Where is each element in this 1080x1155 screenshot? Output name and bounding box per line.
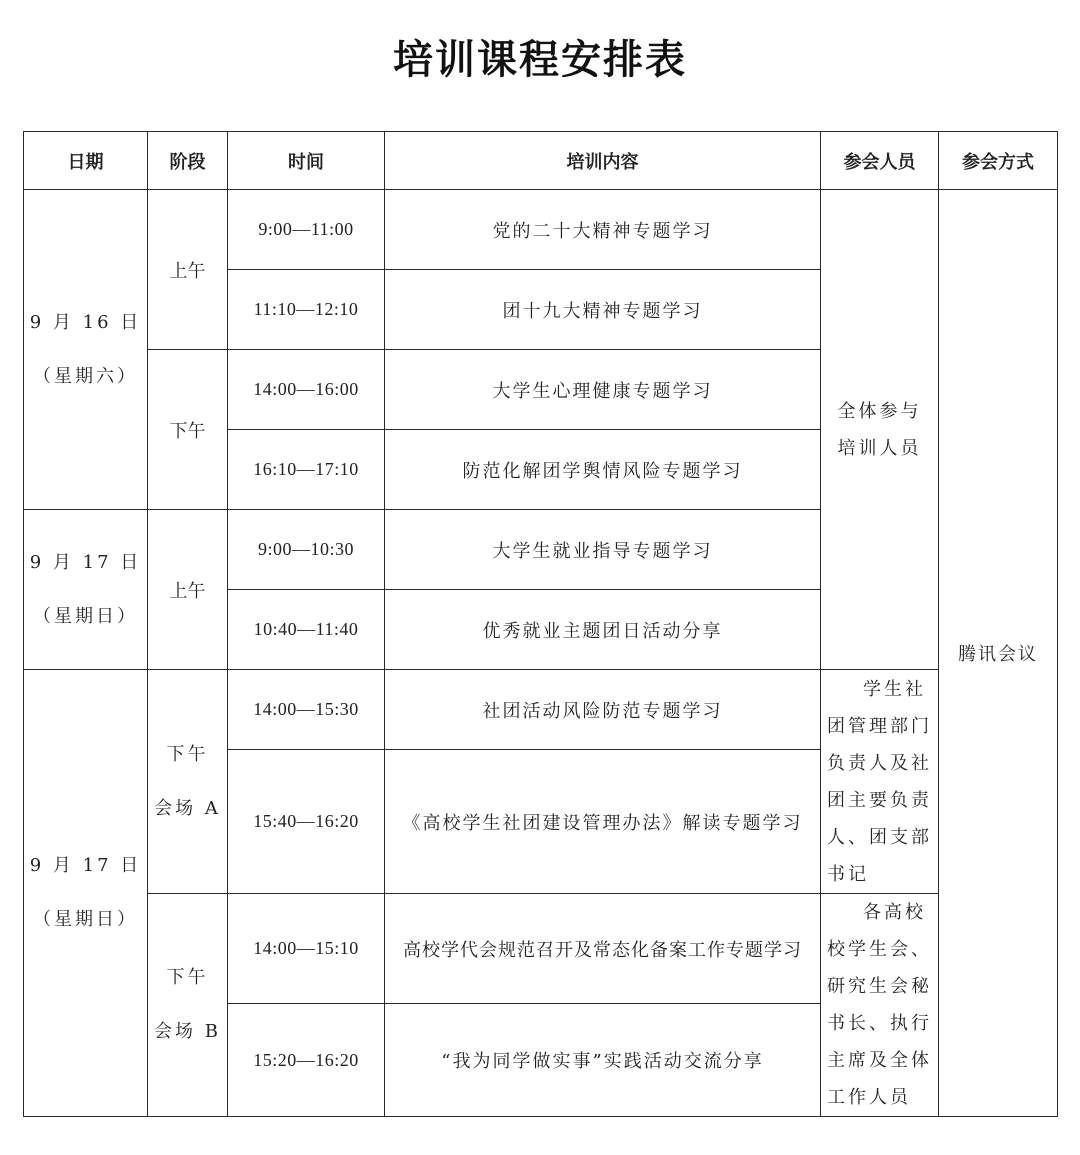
stage-cell-venue-b (148, 894, 228, 1117)
participants-text: 学生社团管理部门负责人及社团主要负责人、团支部书记 (827, 678, 932, 885)
time-cell: 10:40—11:40 (228, 590, 385, 670)
time-cell: 9:00—11:00 (228, 190, 385, 270)
participants-line: 全体参与 (837, 400, 922, 422)
table-header-row (24, 132, 1058, 190)
time-cell: 16:10—17:10 (228, 430, 385, 510)
content-cell: 社团活动风险防范专题学习 (385, 670, 821, 750)
header-time: 时间 (228, 132, 385, 190)
content-cell: 大学生就业指导专题学习 (385, 510, 821, 590)
date-weekday: （星期日） (33, 605, 138, 627)
participants-text: 各高校校学生会、研究生会秘书长、执行主席及全体工作人员 (827, 902, 932, 1108)
content-cell: 党的二十大精神专题学习 (385, 190, 821, 270)
method-cell: 腾讯会议 (939, 190, 1058, 1117)
content-cell: “我为同学做实事”实践活动交流分享 (385, 1004, 821, 1117)
participants-cell-2 (821, 670, 939, 894)
header-participants: 参会人员 (821, 132, 939, 190)
stage-cell-venue-a (148, 670, 228, 894)
date-cell-3 (24, 670, 148, 1117)
time-cell: 14:00—16:00 (228, 350, 385, 430)
table-row (24, 670, 1058, 750)
header-date: 日期 (24, 132, 148, 190)
participants-cell-3 (821, 894, 939, 1117)
time-cell: 14:00—15:10 (228, 894, 385, 1004)
time-cell: 9:00—10:30 (228, 510, 385, 590)
date-cell-1 (24, 190, 148, 510)
venue-label: 会场 B (154, 1021, 221, 1042)
content-cell: 大学生心理健康专题学习 (385, 350, 821, 430)
header-method: 参会方式 (939, 132, 1058, 190)
stage-label: 下午 (166, 743, 209, 765)
content-cell: 团十九大精神专题学习 (385, 270, 821, 350)
stage-label: 下午 (166, 967, 209, 988)
table-row (24, 894, 1058, 1004)
participants-cell-1 (821, 190, 939, 670)
content-cell: 防范化解团学舆情风险专题学习 (385, 430, 821, 510)
date-day: 9 月 17 日 (29, 551, 142, 573)
table-row (24, 190, 1058, 270)
header-content: 培训内容 (385, 132, 821, 190)
stage-cell: 上午 (148, 190, 228, 350)
date-day: 9 月 16 日 (29, 311, 142, 333)
content-cell: 优秀就业主题团日活动分享 (385, 590, 821, 670)
time-cell: 15:40—16:20 (228, 750, 385, 894)
time-cell: 14:00—15:30 (228, 670, 385, 750)
content-cell: 高校学代会规范召开及常态化备案工作专题学习 (385, 894, 821, 1004)
stage-cell: 下午 (148, 350, 228, 510)
content-cell: 《高校学生社团建设管理办法》解读专题学习 (385, 750, 821, 894)
stage-cell: 上午 (148, 510, 228, 670)
date-weekday: （星期六） (33, 365, 138, 387)
venue-label: 会场 A (154, 797, 221, 819)
date-day: 9 月 17 日 (29, 855, 142, 876)
date-weekday: （星期日） (33, 909, 138, 930)
time-cell: 11:10—12:10 (228, 270, 385, 350)
header-stage: 阶段 (148, 132, 228, 190)
time-cell: 15:20—16:20 (228, 1004, 385, 1117)
page-title: 培训课程安排表 (393, 36, 687, 83)
date-cell-2 (24, 510, 148, 670)
participants-line: 培训人员 (837, 437, 922, 459)
schedule-table (23, 131, 1058, 1117)
